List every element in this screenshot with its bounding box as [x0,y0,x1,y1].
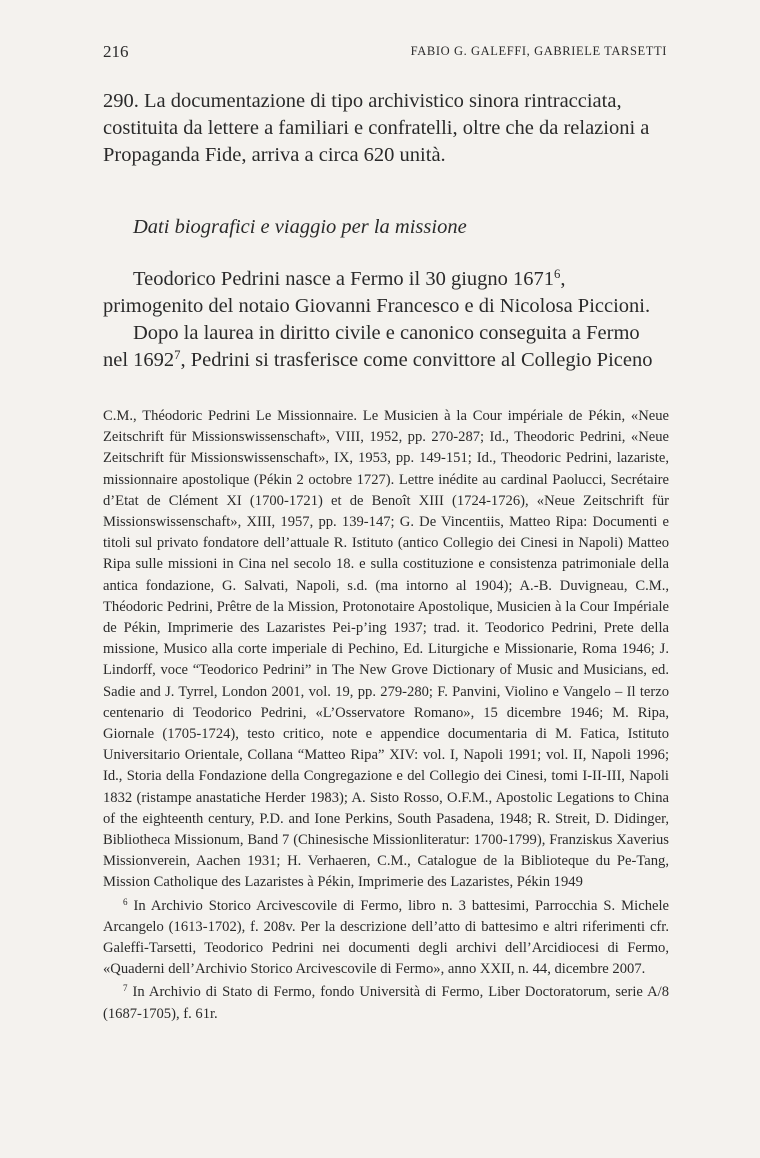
footnote-6-number: 6 [123,896,128,907]
footnote-ref-7: 7 [174,348,181,363]
body-paragraph-birth [103,266,669,320]
intro-paragraph: 290. La documentazione di tipo archivistico sinora rintracciata, costituita da lettere a familiari e confratelli, oltre che da relazioni a Propaganda Fide, arriva a circa 620 unità. [103,90,650,166]
para1-text-start: Teodorico Pedrini nasce a Fermo il 30 giugno 1671 [133,268,555,290]
para2-text-start: Dopo la laurea in diritto civile e canonico conseguita a Fermo nel 1692 [103,322,640,371]
footnote-6 [103,896,669,981]
footnote-7-text: In Archivio di Stato di Fermo, fondo Università di Fermo, Liber Doctoratorum, serie A/8 (1687-1705), f. 61r. [103,984,669,1022]
footnote-continued: C.M., Théodoric Pedrini Le Missionnaire. Le Musicien à la Cour impériale de Pékin, «Neue Zeitschrift für Missionswissenschaft», VIII, 1952, pp. 270-287; Id., Theodoric Pedrini, «Neue Zeitschrift für Missionswissenschaft», IX, 1953, pp. 149-151; Id., Theodoric Pedrini, lazariste, missionnaire apostolique (Pékin 2 octobre 1727). Lettre inédite au cardinal Paolucci, Secrétaire d’Etat de Clément XI (1700-1721) et de Benoît XIII (1724-1726), «Neue Zeitschrift für Missionswissenschaft», XIII, 1957, pp. 139-147; G. De Vincentiis, Matteo Ripa: Documenti e titoli sul privato fondatore dell’attuale R. Istituto (antico Collegio dei Cinesi in Napoli) Matteo Ripa sulle missioni in Cina nel secolo 18. e sulla costituzione e consistenza patrimoniale della antica fondazione, G. Salvati, Napoli, s.d. (ma intorno al 1904); A.-B. Duvigneau, C.M., Théodoric Pedrini, Prêtre de la Mission, Protonotaire Apostolique, Musicien à la Cour Impériale de Pékin, Imprimerie des Lazaristes Pei-p’ing 1937; trad. it. Teodorico Pedrini, Prete della missione, Musico alla corte imperiale di Pechino, Ed. Liturgiche e Missionarie, Roma 1946; J. Lindorff, voce “Teodorico Pedrini” in The New Grove Dictionary of Music and Musicians, ed. Sadie and J. Tyrrel, London 2001, vol. 19, pp. 279-280; F. Panvini, Violino e Vangelo – Il terzo centenario di Teodorico Pedrini, «L’Osservatore Romano», 15 dicembre 1946; M. Ripa, Giornale (1705-1724), testo critico, note e appendice documentaria di M. Fatica, Istituto Universitario Orientale, Collana “Matteo Ripa” XIV: vol. I, Napoli 1991; vol. II, Napoli 1996; Id., Storia della Fondazione della Congregazione e del Collegio dei Cinesi, tomi I-II-III, Napoli 1832 (ristampe anastatiche Herder 1983); A. Sisto Rosso, O.F.M., Apostolic Legations to China of the eighteenth century, P.D. and Ione Perkins, South Pasadena, 1948; R. Streit, D. Didinger, Bibliotheca Missionum, Band 7 (Chinesische Missionliteratur: 1700-1799), Franziskus Xaverius Missionverein, Aachen 1931; H. Verhaeren, C.M., Catalogue de la Biblioteque du Pe-Tang, Mission Catholique des Lazaristes à Pékin, Imprimerie des Lazaristes, Pékin 1949 [103,408,669,891]
para2-text-end: , Pedrini si trasferisce come convittore al Collegio Piceno [180,349,653,371]
running-head: FABIO G. GALEFFI, GABRIELE TARSETTI [410,44,667,58]
footnote-ref-6: 6 [554,267,561,282]
footnote-6-text: In Archivio Storico Arcivescovile di Fermo, libro n. 3 battesimi, Parrocchia S. Michele Arcangelo (1613-1702), f. 208v. Per la descrizione dell’atto di battesimo e altri riferimenti cfr. Galeffi-Tarsetti, Teodorico Pedrini nei documenti degli archivi dell’Arcidiocesi di Fermo, «Quaderni dell’Archivio Storico Arcivescovile di Fermo», anno XXII, n. 44, dicembre 2007. [103,897,670,978]
footnote-7 [103,982,669,1024]
footnotes [103,406,669,1025]
page-number: 216 [103,42,129,61]
body-paragraph-degree [103,320,669,374]
footnote-7-number: 7 [123,983,128,994]
section-heading: Dati biografici e viaggio per la missione [133,216,467,238]
para1-text-end: , primogenito del notaio Giovanni Francesco e di Nicolosa Piccioni. [103,268,651,317]
page-header [103,42,667,62]
